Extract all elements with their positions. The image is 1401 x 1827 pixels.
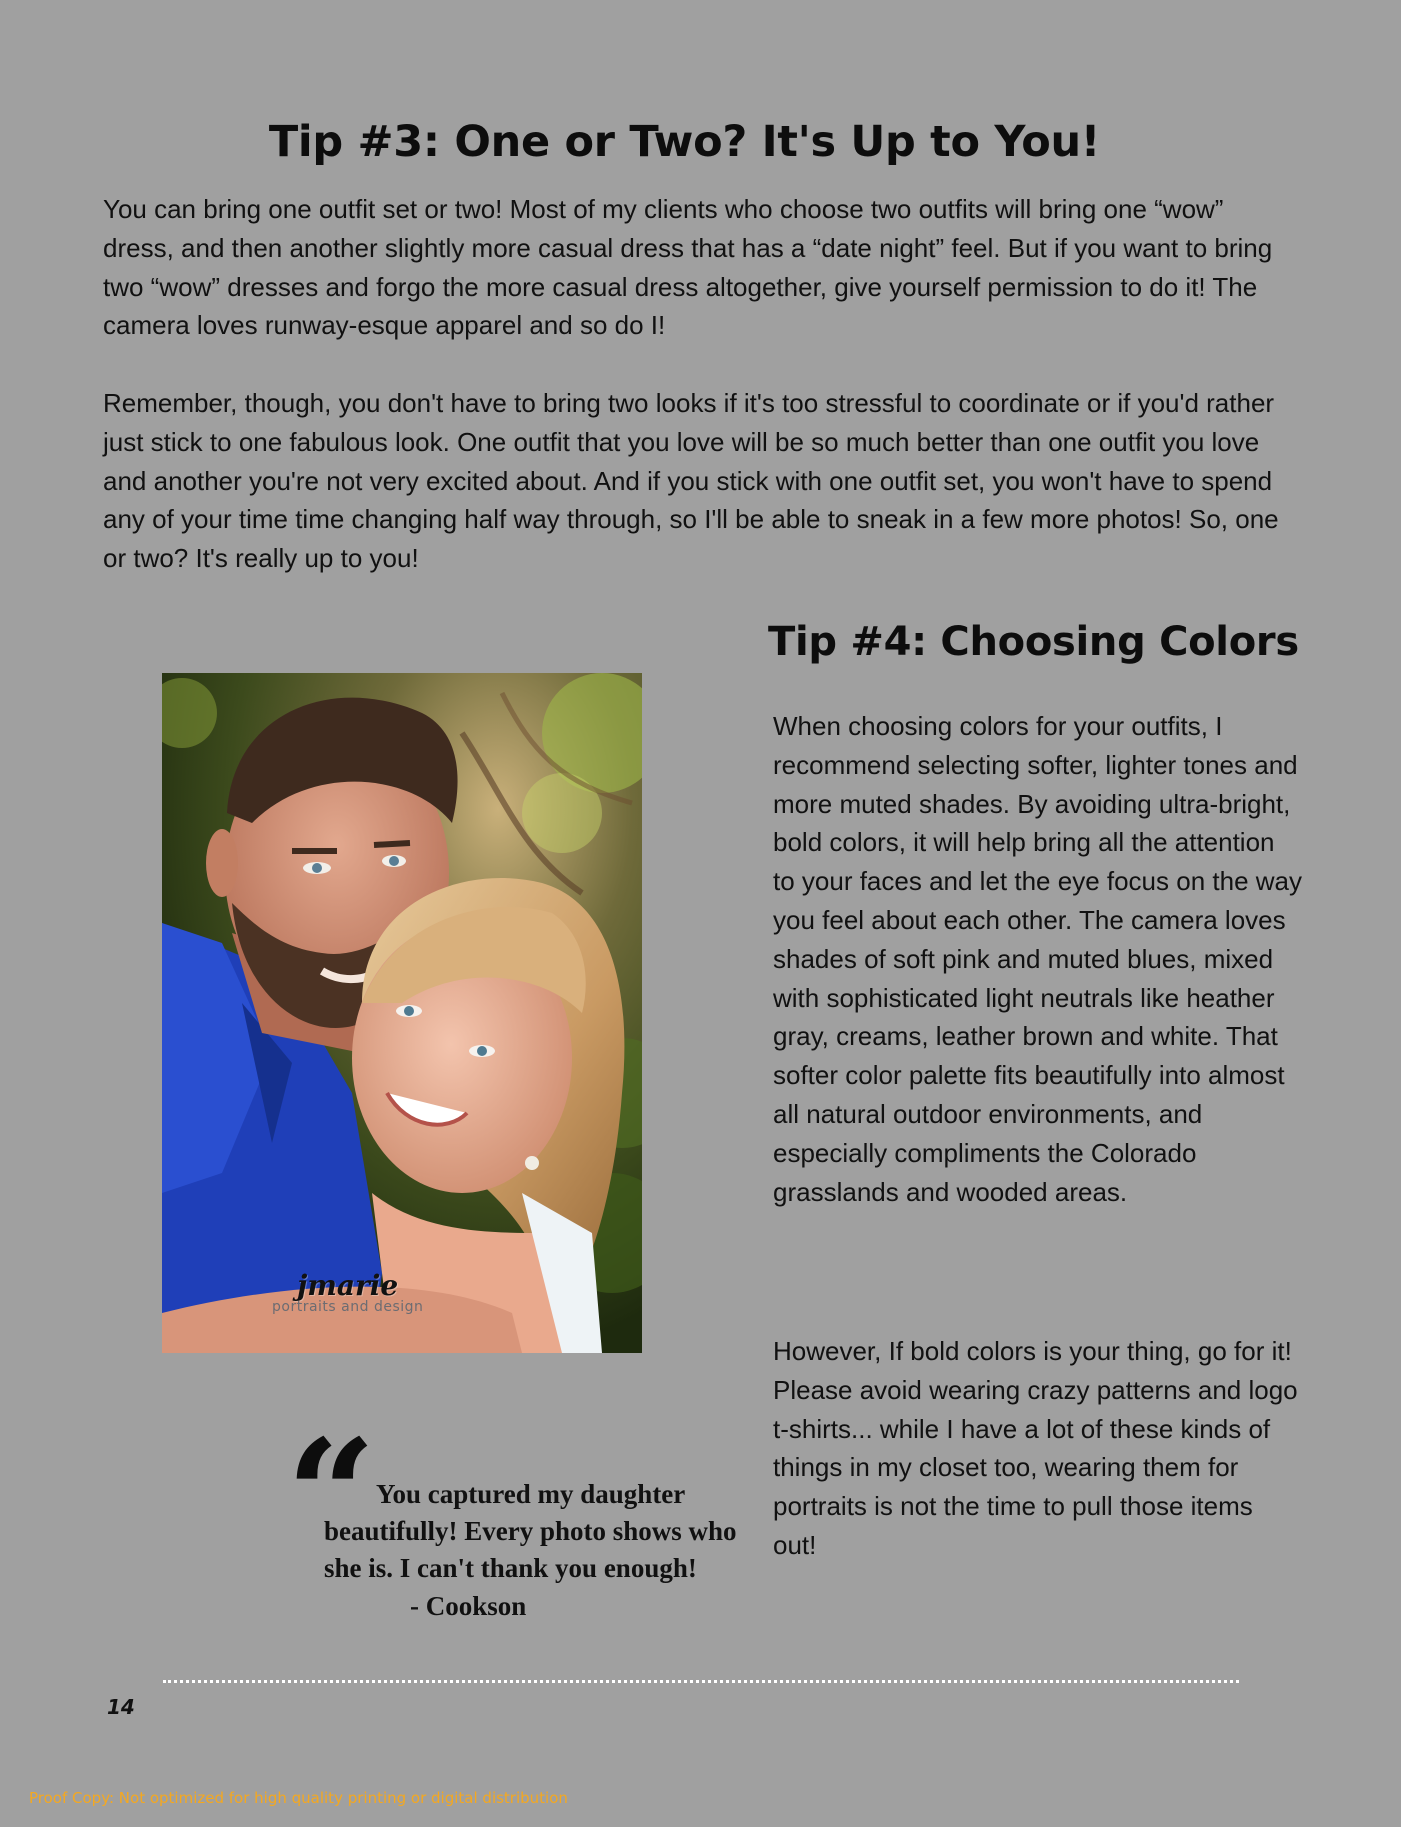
- tip4-paragraph-1: When choosing colors for your outfits, I recommend selecting softer, lighter tones and more muted shades. By avoiding ultra-bright, bold colors, it will help bring all the attention to your faces and let the eye focus on the way you feel about each other. The camera loves shades of soft pink and muted blues, mixed with sophisticated light neutrals like heather gray, creams, leather brown and white. That softer color palette fits beautifully into almost all natural outdoor environments, and especially compliments the Colorado grasslands and wooded areas.: [773, 711, 1302, 1207]
- tip3-paragraph-2: Remember, though, you don't have to bring two looks if it's too stressful to coordinate or if you'd rather just stick to one fabulous look. One outfit that you love will be so much better than one outfit you love and another you're not very excited about. And if you stick with one outfit set, you won't have to spend any of your time time changing half way through, so I'll be able to sneak in a few more photos! So, one or two? It's really up to you!: [103, 388, 1279, 574]
- testimonial-quote: [324, 1476, 754, 1587]
- page-number: 14: [107, 1695, 135, 1719]
- testimonial-line-1: You captured my daughter: [376, 1479, 686, 1509]
- logo-subtitle-text: portraits and design: [272, 1299, 424, 1315]
- photographer-watermark-logo: [272, 1271, 423, 1315]
- proof-copy-notice: Proof Copy: Not optimized for high quality printing or digital distribution: [29, 1789, 568, 1807]
- couple-portrait-photo: [162, 673, 642, 1353]
- dotted-divider: [163, 1680, 1239, 1683]
- logo-script-text: jmarie: [297, 1269, 399, 1302]
- tip4-heading: Tip #4: Choosing Colors: [768, 619, 1299, 665]
- quotation-mark-icon: “: [285, 1407, 377, 1583]
- testimonial-line-3: she is. I can't thank you enough!: [324, 1553, 697, 1583]
- tip4-paragraph-2: However, If bold colors is your thing, go for it! Please avoid wearing crazy patterns and logo t-shirts... while I have a lot of these kinds of things in my closet too, wearing them for portraits is not the time to pull those items out!: [773, 1336, 1298, 1560]
- tip3-paragraph-1: You can bring one outfit set or two! Most of my clients who choose two outfits will bring one “wow” dress, and then another slightly more casual dress that has a “date night” feel. But if you want to bring two “wow” dresses and forgo the more casual dress altogether, give yourself permission to do it! The camera loves runway-esque apparel and so do I!: [103, 194, 1273, 341]
- testimonial-line-2: beautifully! Every photo shows who: [324, 1516, 737, 1546]
- tip3-heading: Tip #3: One or Two? It's Up to You!: [268, 117, 1101, 167]
- testimonial-author: - Cookson: [410, 1591, 527, 1621]
